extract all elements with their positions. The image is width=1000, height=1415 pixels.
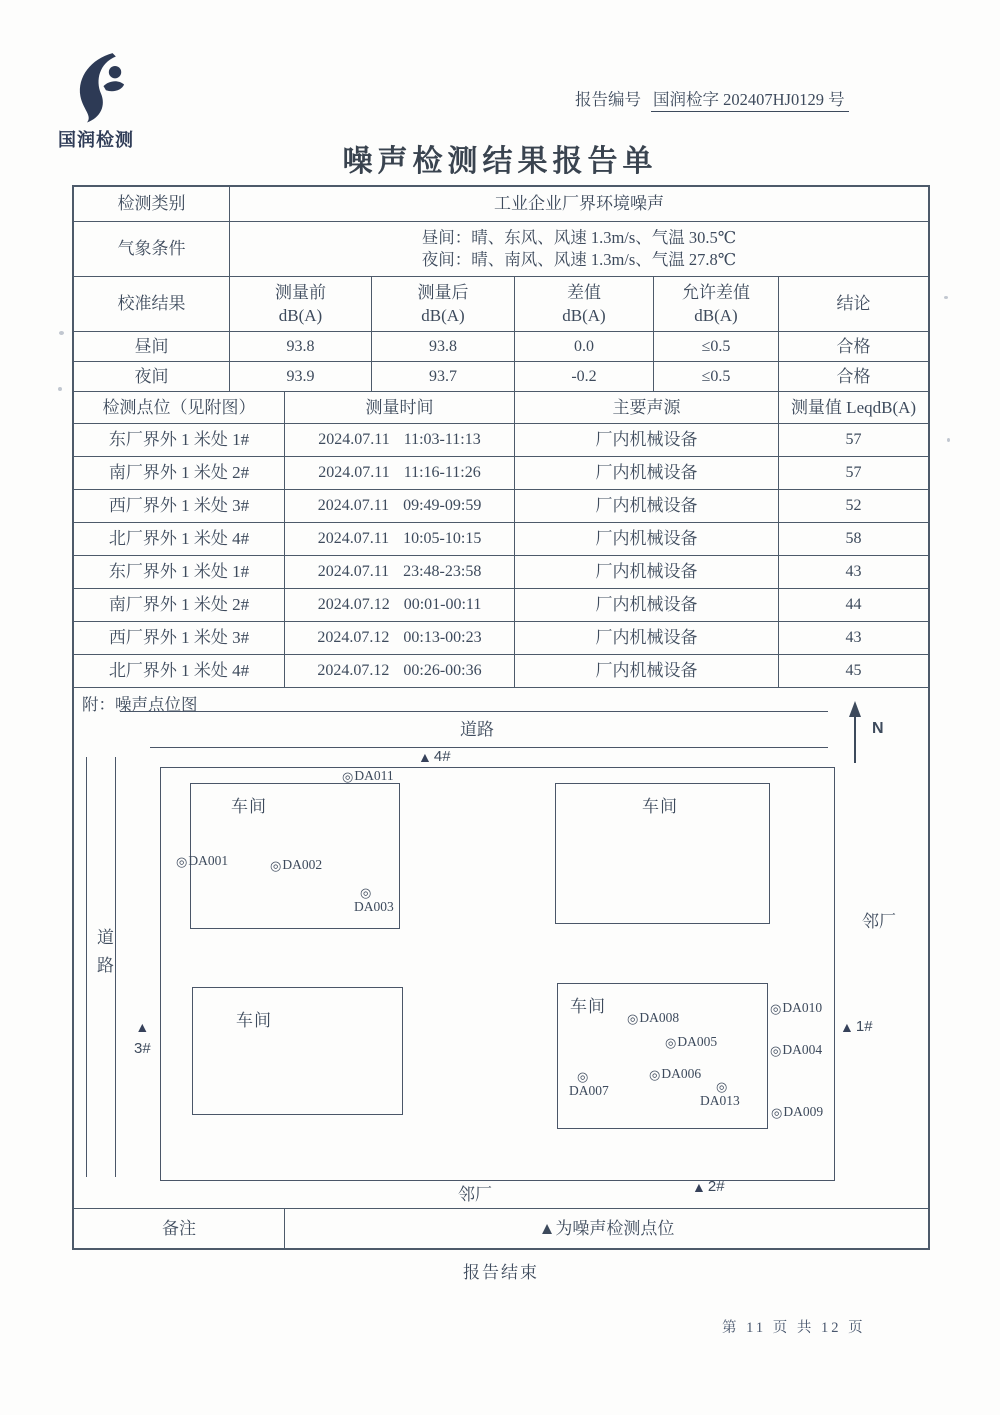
site-diagram	[74, 688, 928, 1209]
measure-point-icon: ◎	[360, 885, 372, 900]
col-before: 测量前 dB(A)	[230, 277, 372, 332]
col-value: 测量值 LeqdB(A)	[779, 392, 928, 424]
source-cell: 厂内机械设备	[515, 589, 779, 622]
noise-point-da010: ◎ DA010	[770, 1000, 823, 1016]
cal-allowed: ≤0.5	[654, 332, 779, 362]
noise-point-da006: ◎ DA006	[649, 1066, 702, 1082]
logo-text: 国润检测	[58, 130, 134, 150]
source-cell: 厂内机械设备	[515, 457, 779, 490]
value-cell: 52	[779, 490, 928, 523]
time-cell: 2024.07.11 10:05-10:15	[285, 523, 515, 556]
time-cell: 2024.07.11 09:49-09:59	[285, 490, 515, 523]
neighbor-right-label: 邻厂	[862, 912, 896, 931]
point-cell: 东厂界外 1 米处 1#	[74, 424, 285, 457]
cal-diff: 0.0	[515, 332, 654, 362]
measure-point-icon: ◎	[342, 768, 354, 784]
remark-value: ▲为噪声检测点位	[538, 1218, 675, 1238]
workshop-label: 车间	[642, 797, 678, 816]
weather-label: 气象条件	[74, 222, 230, 277]
workshop-label: 车间	[236, 1011, 272, 1030]
report-number-label: 报告编号	[575, 90, 641, 109]
noise-point-da004: ◎ DA004	[770, 1042, 823, 1058]
triangle-marker-icon: ▲	[418, 748, 432, 765]
noise-point-da002: ◎ DA002	[270, 857, 323, 873]
source-cell: 厂内机械设备	[515, 556, 779, 589]
calibration-table	[74, 277, 928, 392]
measurement-table	[74, 392, 928, 688]
report-number	[575, 86, 849, 112]
calibration-label: 校准结果	[74, 277, 230, 332]
noise-point-da008: ◎ DA008	[627, 1010, 680, 1026]
value-cell: 57	[779, 457, 928, 490]
marker-4: ▲ 4#	[418, 748, 451, 765]
col-allowed-diff: 允许差值 dB(A)	[654, 277, 779, 332]
cal-result: 合格	[779, 362, 928, 392]
category-label: 检测类别	[74, 187, 230, 222]
measure-point-icon: ◎	[771, 1104, 783, 1120]
time-cell: 2024.07.12 00:13-00:23	[285, 622, 515, 655]
value-cell: 43	[779, 556, 928, 589]
workshop-bottom-left	[192, 987, 403, 1115]
source-cell: 厂内机械设备	[515, 424, 779, 457]
noise-point-da009: ◎ DA009	[771, 1104, 824, 1120]
logo-icon	[68, 50, 134, 124]
value-cell: 43	[779, 622, 928, 655]
time-cell: 2024.07.11 11:03-11:13	[285, 424, 515, 457]
workshop-label: 车间	[231, 797, 267, 816]
scan-speck	[947, 438, 950, 442]
measure-point-icon: ◎	[270, 857, 282, 873]
noise-point-da007: ◎ DA007	[569, 1069, 609, 1098]
point-cell: 西厂界外 1 米处 3#	[74, 490, 285, 523]
remark-row	[74, 1209, 928, 1248]
measure-point-icon: ◎	[716, 1079, 728, 1094]
report-number-value: 国润检字 202407HJ0129 号	[651, 86, 849, 112]
point-cell: 南厂界外 1 米处 2#	[74, 457, 285, 490]
triangle-marker-icon: ▲	[840, 1018, 854, 1035]
source-cell: 厂内机械设备	[515, 622, 779, 655]
neighbor-bottom-label: 邻厂	[458, 1185, 492, 1204]
col-after: 测量后 dB(A)	[372, 277, 515, 332]
point-cell: 北厂界外 1 米处 4#	[74, 655, 285, 688]
page-title: 噪声检测结果报告单	[342, 145, 658, 178]
triangle-marker-icon: ▲	[135, 1019, 150, 1035]
measure-point-icon: ◎	[649, 1066, 661, 1082]
weather-value	[230, 222, 928, 277]
time-cell: 2024.07.11 11:16-11:26	[285, 457, 515, 490]
triangle-marker-icon: ▲	[692, 1178, 706, 1195]
scan-speck	[59, 331, 64, 335]
measure-point-icon: ◎	[627, 1010, 639, 1026]
cal-before: 93.9	[230, 362, 372, 392]
time-cell: 2024.07.12 00:01-00:11	[285, 589, 515, 622]
col-source: 主要声源	[515, 392, 779, 424]
col-result: 结论	[779, 277, 928, 332]
cal-after: 93.7	[372, 362, 515, 392]
measure-point-icon: ◎	[770, 1000, 782, 1016]
value-cell: 58	[779, 523, 928, 556]
cal-before: 93.8	[230, 332, 372, 362]
road-top-line	[150, 747, 828, 748]
measure-point-icon: ◎	[770, 1042, 782, 1058]
noise-point-da001: ◎ DA001	[176, 853, 229, 869]
cal-after: 93.8	[372, 332, 515, 362]
page-number: 第 11 页 共 12 页	[722, 1320, 866, 1336]
value-cell: 44	[779, 589, 928, 622]
title-underline	[120, 711, 828, 712]
col-point: 检测点位（见附图）	[74, 392, 285, 424]
marker-2: ▲ 2#	[692, 1178, 725, 1195]
cal-diff: -0.2	[515, 362, 654, 392]
road-left-label: 道路	[94, 928, 113, 984]
source-cell: 厂内机械设备	[515, 490, 779, 523]
weather-day: 昼间：晴、东风、风速 1.3m/s、气温 30.5℃	[421, 227, 737, 247]
time-cell: 2024.07.12 00:26-00:36	[285, 655, 515, 688]
point-cell: 北厂界外 1 米处 4#	[74, 523, 285, 556]
diagram-title: 附：噪声点位图	[82, 695, 198, 714]
workshop-label: 车间	[570, 997, 606, 1016]
remark-label: 备注	[74, 1209, 285, 1248]
source-cell: 厂内机械设备	[515, 523, 779, 556]
cal-result: 合格	[779, 332, 928, 362]
report-table	[72, 185, 930, 1250]
value-cell: 57	[779, 424, 928, 457]
workshop-top-right	[555, 783, 770, 924]
weather-row	[74, 222, 928, 277]
road-top-label: 道路	[460, 720, 494, 739]
noise-point-da005: ◎ DA005	[665, 1034, 718, 1050]
cal-period: 昼间	[74, 332, 230, 362]
col-diff: 差值 dB(A)	[515, 277, 654, 332]
report-end-text: 报告结束	[463, 1263, 539, 1282]
col-time: 测量时间	[285, 392, 515, 424]
category-row	[74, 187, 928, 222]
weather-night: 夜间：晴、南风、风速 1.3m/s、气温 27.8℃	[421, 249, 737, 269]
measure-point-icon: ◎	[577, 1069, 589, 1084]
cal-allowed: ≤0.5	[654, 362, 779, 392]
noise-point-da013: ◎ DA013	[700, 1079, 740, 1108]
measure-point-icon: ◎	[665, 1034, 677, 1050]
value-cell: 45	[779, 655, 928, 688]
north-arrow-icon	[846, 701, 868, 765]
scan-speck	[944, 296, 948, 299]
point-cell: 东厂界外 1 米处 1#	[74, 556, 285, 589]
scan-speck	[58, 387, 62, 391]
road-left-line	[86, 757, 87, 1177]
point-cell: 南厂界外 1 米处 2#	[74, 589, 285, 622]
north-label: N	[872, 720, 884, 737]
noise-point-da003: ◎ DA003	[354, 885, 394, 914]
category-value: 工业企业厂界环境噪声	[230, 187, 928, 222]
source-cell: 厂内机械设备	[515, 655, 779, 688]
measure-point-icon: ◎	[176, 853, 188, 869]
cal-period: 夜间	[74, 362, 230, 392]
marker-1: ▲ 1#	[840, 1018, 873, 1035]
noise-point-da011: ◎ DA011	[342, 768, 394, 784]
point-cell: 西厂界外 1 米处 3#	[74, 622, 285, 655]
time-cell: 2024.07.11 23:48-23:58	[285, 556, 515, 589]
marker-3: ▲ 3#	[134, 1019, 151, 1057]
